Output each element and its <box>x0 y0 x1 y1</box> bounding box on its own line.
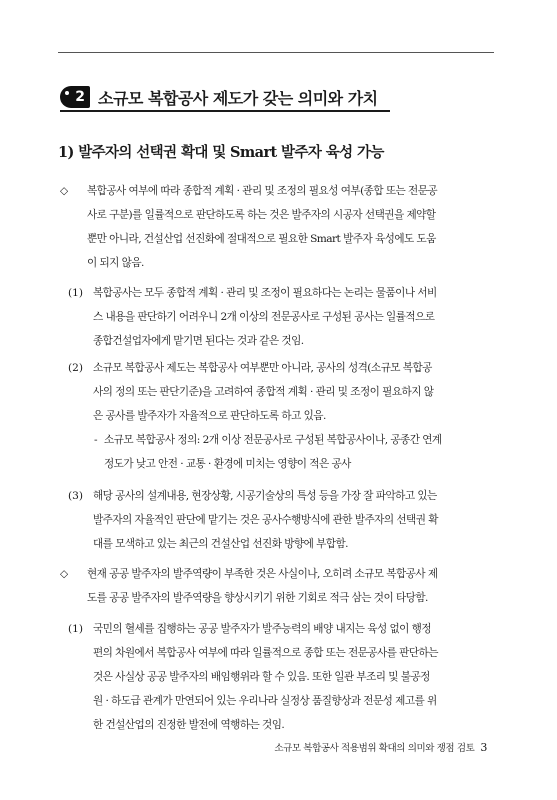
list-marker: (1) <box>68 287 84 299</box>
top-rule <box>58 52 494 53</box>
text-line: 사의 정의 또는 판단기준)을 고려하여 종합적 계획 · 관리 및 조정이 필요하지 않 <box>93 386 434 398</box>
text-line: 은 공사를 발주자가 자율적으로 판단하도록 하고 있음. <box>93 410 326 422</box>
paragraph-block <box>93 484 438 556</box>
list-marker: (1) <box>68 623 84 635</box>
text-line: 원 · 하도급 관계가 만연되어 있는 우리나라 실정상 품질향상과 전문성 제고를 위 <box>93 695 437 707</box>
list-marker: (2) <box>68 362 84 374</box>
diamond-bullet-icon: ◇ <box>60 185 69 197</box>
paragraph-block <box>93 356 433 428</box>
list-marker: (3) <box>68 490 84 502</box>
text-line: 뿐만 아니라, 건설산업 선진화에 절대적으로 필요한 Smart 발주자 육성에도 도움 <box>87 233 436 245</box>
paragraph-block <box>93 281 437 353</box>
text-line: 스 내용을 판단하기 어려우니 2개 이상의 전문공사로 구성된 공사는 일률적으로 <box>93 311 435 323</box>
text-line: 한 건설산업의 진정한 발전에 역행하는 것임. <box>93 719 285 731</box>
section-title: 1) 발주자의 선택권 확대 및 Smart 발주자 육성 가능 <box>58 144 384 161</box>
chapter-number: 2 <box>75 89 85 105</box>
text-line: 국민의 혈세를 집행하는 공공 발주자가 발주능력의 배양 내지는 육성 없이 행정 <box>93 623 432 635</box>
text-line: 도를 공공 발주자의 발주역량을 향상시키기 위한 기회로 적극 삼는 것이 타당함. <box>87 592 428 604</box>
chapter-number-badge <box>60 86 90 108</box>
text-line: 정도가 낮고 안전 · 교통 · 환경에 미치는 영향이 적은 공사 <box>104 458 351 470</box>
text-line: 것은 사실상 공공 발주자의 배임행위라 할 수 있음. 또한 일관 부조리 및 불공정 <box>93 671 430 683</box>
text-line: 이 되지 않음. <box>87 257 144 269</box>
chapter-title: 소규모 복합공사 제도가 갖는 의미와 가치 <box>98 88 378 108</box>
running-title: 소규모 복합공사 적용범위 확대의 의미와 쟁점 검토 <box>274 743 475 754</box>
text-line: 소규모 복합공사 정의: 2개 이상 전문공사로 구성된 복합공사이나, 공종간 연계 <box>104 434 442 446</box>
text-line: 소규모 복합공사 제도는 복합공사 여부뿐만 아니라, 공사의 성격(소규모 복합공 <box>93 362 432 374</box>
text-line: 사로 구분)를 일률적으로 판단하도록 하는 것은 발주자의 시공자 선택권을 제약할 <box>87 209 436 221</box>
badge-dot-icon <box>65 91 69 95</box>
chapter-heading <box>60 84 390 112</box>
page-number: 3 <box>480 741 487 754</box>
page-footer <box>274 740 487 754</box>
text-line: 편의 차원에서 복합공사 여부에 따라 일률적으로 종합 또는 전문공사를 판단하는 <box>93 647 438 659</box>
paragraph-block <box>87 179 437 275</box>
text-line: 대를 모색하고 있는 최근의 건설산업 선진화 방향에 부합함. <box>93 538 348 550</box>
text-line: 현재 공공 발주자의 발주역량이 부족한 것은 사실이나, 오히려 소규모 복합공사 제 <box>87 568 438 580</box>
text-line: 복합공사 여부에 따라 종합적 계획 · 관리 및 조정의 필요성 여부(종합 또는 전문공 <box>87 185 438 197</box>
diamond-bullet-icon: ◇ <box>60 568 69 580</box>
dash-marker: - <box>94 434 98 446</box>
paragraph-block <box>87 562 438 610</box>
paragraph-block <box>93 617 438 737</box>
text-line: 종합건설업자에게 맡기면 된다는 것과 같은 것임. <box>93 335 304 347</box>
text-line: 복합공사는 모두 종합적 계획 · 관리 및 조정이 필요하다는 논리는 물품이나 서비 <box>93 287 437 299</box>
paragraph-block <box>104 428 442 476</box>
text-line: 발주자의 자율적인 판단에 맡기는 것은 공사수행방식에 관한 발주자의 선택권 확 <box>93 514 438 526</box>
text-line: 해당 공사의 설계내용, 현장상황, 시공기술상의 특성 등을 가장 잘 파악하고 있는 <box>93 490 437 502</box>
